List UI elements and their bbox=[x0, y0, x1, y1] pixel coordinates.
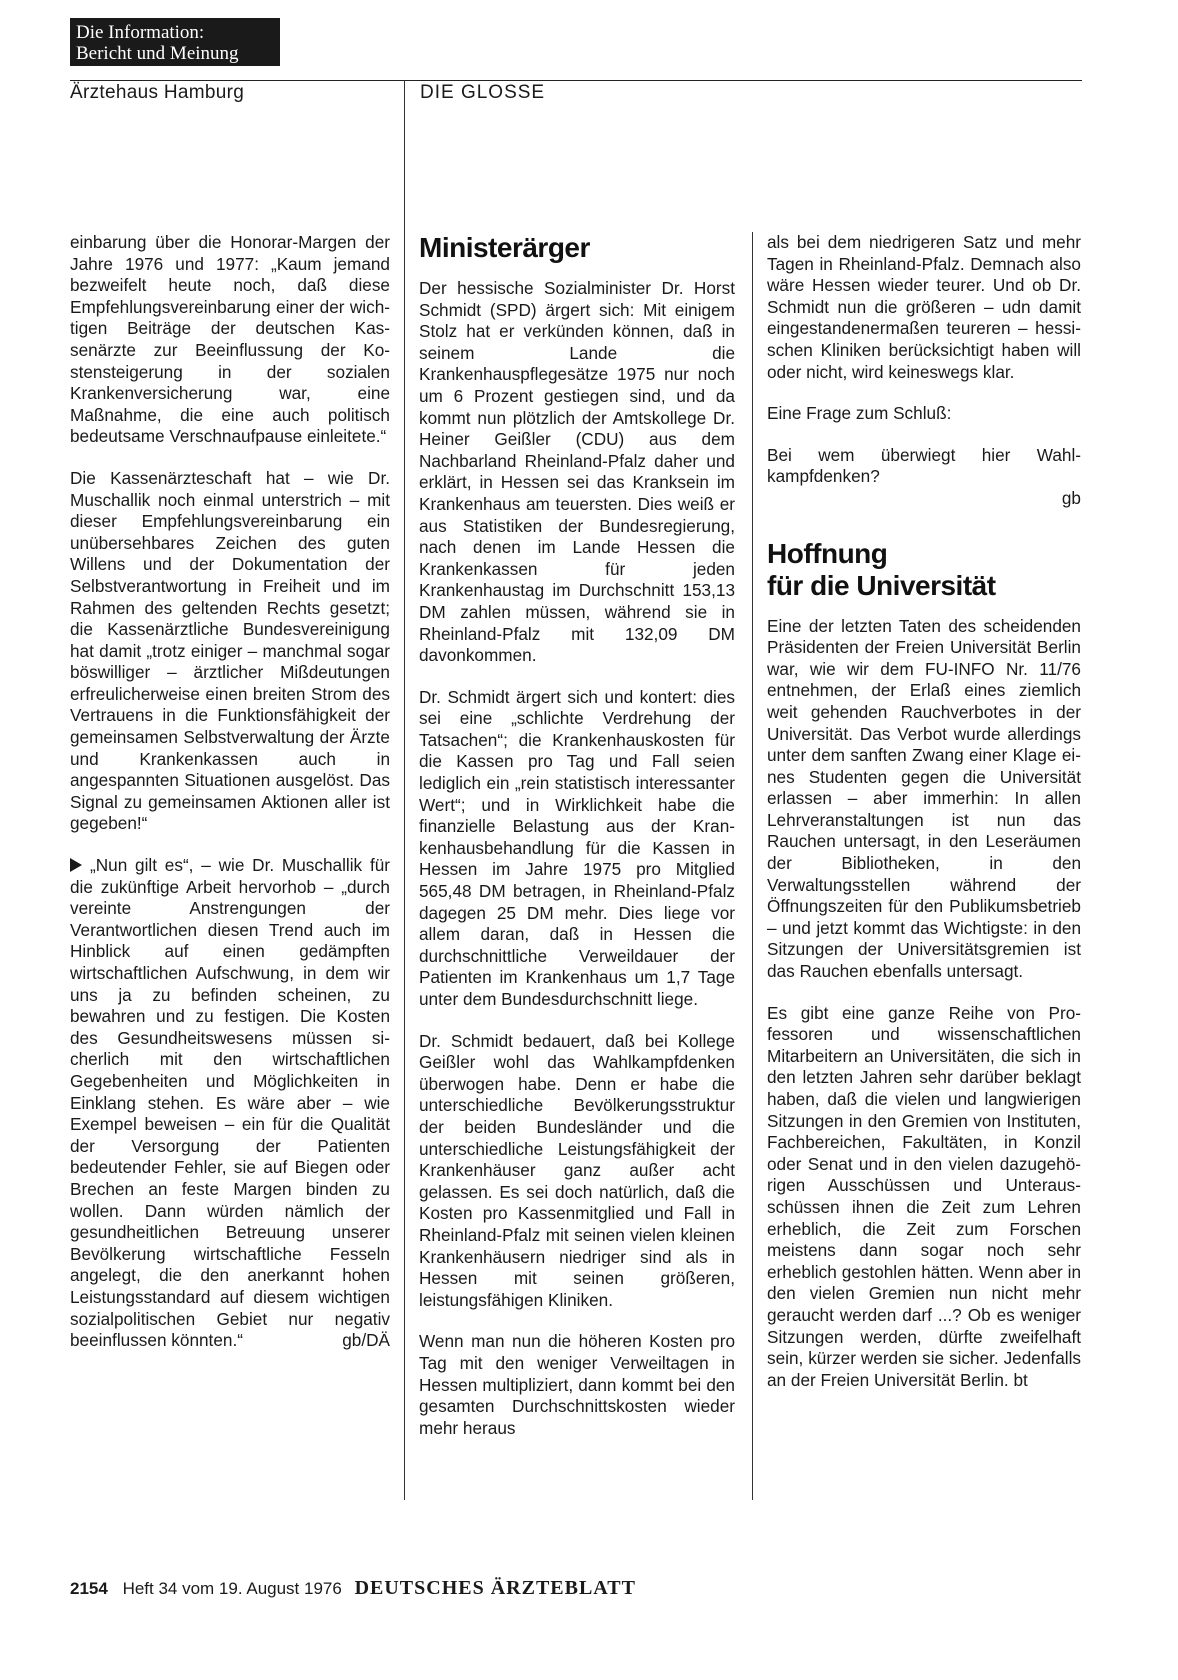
column-3 bbox=[767, 232, 1081, 1391]
col3-paragraph-4: Eine der letzten Taten des scheidenden Präsidenten der Freien Universität Berlin war, wie wir dem FU-INFO Nr. 11/76 entnehmen, der Erlaß eines ziemlich weit gehenden Rauchverbotes in der Universität. Das Verbot wurde allerdings unter dem sanften Zwang einer Klage eines Studenten gegen die Universität erlassen – aber immerhin: In allen Lehrveranstaltungen ist nun das Rauchen untersagt, in den Leseräumen der Bibliotheken, in den Verwaltungsstellen während der Öffnungszeiten für den Publikumsbetrieb – und jetzt kommt das Wichtigste: in den Sitzungen der Universitätsgremien ist das Rauchen ebenfalls untersagt. bbox=[767, 615, 1081, 982]
column-divider-2 bbox=[752, 232, 753, 1500]
issue-info: Heft 34 vom 19. August 1976 bbox=[122, 1579, 342, 1598]
col3-paragraph-1: als bei dem niedrigeren Satz und mehr Tagen in Rheinland-Pfalz. Demnach also wäre Hessen wieder teurer. Und ob Dr. Schmidt nun die größeren – udn damit eingestandenermaßen teureren – hessischen Kliniken berücksichtigt haben will oder nicht, wird keineswegs klar. bbox=[767, 232, 1081, 382]
bullet-triangle-icon bbox=[70, 858, 82, 872]
col3-paragraph-5: Es gibt eine ganze Reihe von Professoren und wissenschaftlichen Mitarbeitern an Universitäten, die sich in den letzten Jahren sehr darüber beklagt haben, daß die vielen und langwierigen Sitzungen in den Gremien von Instituten, Fachbereichen, Fakultäten, in Konzil oder Senat und in den vielen dazugehörigen Ausschüssen und Unterausschüssen ihnen die Zeit zum Lehren erheblich, die Zeit zum Forschen meistens dann sogar noch sehr erheblich gestohlen hätten. Wenn aber in den vielen Gremien nun nicht mehr geraucht werden darf ...? Ob es weniger Sitzungen werden, dürfte zweifelhaft sein, kürzer werden sie sicher. Jedenfalls an der Freien Universität Berlin. bt bbox=[767, 1002, 1081, 1390]
col2-paragraph-4: Wenn man nun die höheren Kosten pro Tag mit den weniger Verweiltagen in Hessen multipliziert, dann kommt bei den gesamten Durchschnittskosten wieder mehr heraus bbox=[419, 1331, 735, 1438]
article-title-hoffnung-line1: Hoffnung bbox=[767, 537, 888, 569]
header-right-topic: DIE GLOSSE bbox=[420, 82, 546, 103]
col2-paragraph-3: Dr. Schmidt bedauert, daß bei Kollege Geißler wohl das Wahlkampfdenken überwogen habe. Denn er habe die unterschiedliche Bevölkerungsstruktur der beiden Bundesländer und die unterschiedliche Leistungsfähigkeit der Krankenhäuser ganz außer acht gelassen. Es sei doch natürlich, daß die Kosten pro Kassenmitglied und Fall in Rheinland-Pfalz mit seinen vielen kleinen Krankenhäusern niedriger sind als in Hessen mit seinen größeren, leistungsfähigen Kliniken. bbox=[419, 1030, 735, 1310]
col1-paragraph-3 bbox=[70, 855, 390, 1352]
col2-paragraph-1: Der hessische Sozialminister Dr. Horst Schmidt (SPD) ärgert sich: Mit einigem Stolz hat er verkünden können, daß in seinem Lande die Krankenhauspflegesätze 1975 nur noch um 6 Prozent gestiegen sind, und da kommt nun plötzlich der Amtskollege Dr. Heiner Geißler (CDU) aus dem Nachbarland Rheinland-Pfalz daher und erklärt, in Hessen sei das Kranksein im Krankenhaus am teuersten. Dies weiß er aus Statistiken der Bundesregierung, nach denen im Lande Hessen die Krankenkassen für jeden Krankenhaustag im Durchschnitt 153,13 DM zahlen müssen, während sie in Rheinland-Pfalz mit 132,09 DM davonkommen. bbox=[419, 278, 735, 666]
col1-signature: gb/DÄ bbox=[342, 1330, 390, 1351]
column-divider-1 bbox=[404, 80, 405, 1500]
col3-paragraph-3 bbox=[767, 445, 1081, 488]
col1-paragraph-3-text: „Nun gilt es“, – wie Dr. Muschallik für die zukünftige Arbeit hervorhob – „durch vereinte Anstrengungen der Verantwortlichen diesen Trend auch im Hinblick auf einen gedämpften wirtschaftlichen Aufschwung, in dem wir uns ja zu befinden scheinen, zu bewahren und zu festigen. Die Kosten des Gesundheitswesens müssen sicherlich mit den wirtschaftlichen Gegebenheiten und Möglichkeiten in Einklang stehen. Es wäre aber – wie Exempel beweisen – ein für die Qualität der Versorgung der Patienten bedeutender Fehler, sie auf Biegen oder Brechen an feste Margen binden zu wollen. Dann würden nämlich der gesundheitlichen Betreuung unserer Bevölkerung wirtschaftliche Fesseln angelegt, die den anerkannt hohen Leistungsstandard auf diesem wichtigen sozialpolitischen Gebiet nur negativ beeinflussen könnten.“ bbox=[70, 855, 390, 1351]
col3-paragraph-3-text: Bei wem überwiegt hier Wahlkampfdenken? bbox=[767, 444, 1081, 487]
col3-paragraph-2: Eine Frage zum Schluß: bbox=[767, 403, 952, 424]
col1-paragraph-1: einbarung über die Honorar-Margen der Jahre 1976 und 1977: „Kaum jemand bezweifelt heute noch, daß diese Empfehlungsvereinbarung einer der wichtigen Beiträge der deutschen Kassenärzte zur Beeinflussung der Kostensteigerung in der sozialen Krankenversicherung war, eine Maßnahme, die eine auch politisch bedeutsame Verschnaufpause einleitete.“ bbox=[70, 232, 390, 447]
header-left-topic: Ärztehaus Hamburg bbox=[70, 82, 245, 103]
col3-signature-line bbox=[767, 488, 1081, 510]
page-footer bbox=[70, 1577, 636, 1600]
section-label-line2: Bericht und Meinung bbox=[76, 43, 239, 64]
section-label bbox=[70, 18, 280, 66]
article-title-ministeraerger: Ministerärger bbox=[419, 232, 590, 263]
col1-paragraph-2: Die Kassenärzteschaft hat – wie Dr. Muschallik noch einmal unterstrich – mit dieser Empfehlungsvereinbarung ein unübersehbares Zeichen des guten Willens und der Dokumentation der Selbstverantwortung in Freiheit und im Rahmen des geltenden Rechts gesetzt; die Kassenärztliche Bundesvereinigung hat damit „trotz einiger – manchmal sogar böswilliger – ärztlicher Mißdeutungen erfreulicherweise einen breiten Strom des Vertrauens in die Funktionsfähigkeit der gemeinsamen Selbstverwaltung der Ärzte und Krankenkassen auch in angespannten Situationen ausgelöst. Das Signal zu gemeinsamen Aktionen aller ist gegeben!“ bbox=[70, 467, 390, 834]
column-2 bbox=[419, 232, 735, 1439]
header-rule bbox=[70, 80, 1082, 81]
page-number: 2154 bbox=[70, 1579, 108, 1598]
column-1 bbox=[70, 232, 390, 1352]
article-title-hoffnung bbox=[767, 538, 1081, 602]
article-title-hoffnung-line2: für die Universität bbox=[767, 569, 996, 601]
col2-paragraph-2: Dr. Schmidt ärgert sich und kontert: dies sei eine „schlichte Verdrehung der Tatsachen“; die Krankenhauskosten für die Kassen pro Tag und Fall seien lediglich ein „rein statistisch interessanter Wert“; und in Wirklichkeit habe die finanzielle Belastung aus der Krankenhausbehandlung für die Kassen in Hessen im Jahre 1975 pro Mitglied 565,48 DM betragen, in Rheinland-Pfalz dagegen 25 DM mehr. Dies liege vor allem daran, daß in Hessen die durchschnittliche Verweildauer der Patienten im Krankenhaus um 1,7 Tage unter dem Bundesdurchschnitt liege. bbox=[419, 686, 735, 1009]
col3-signature: gb bbox=[1061, 487, 1081, 508]
section-label-line1: Die Information: bbox=[76, 22, 205, 43]
publication-name: DEUTSCHES ÄRZTEBLATT bbox=[354, 1577, 636, 1599]
